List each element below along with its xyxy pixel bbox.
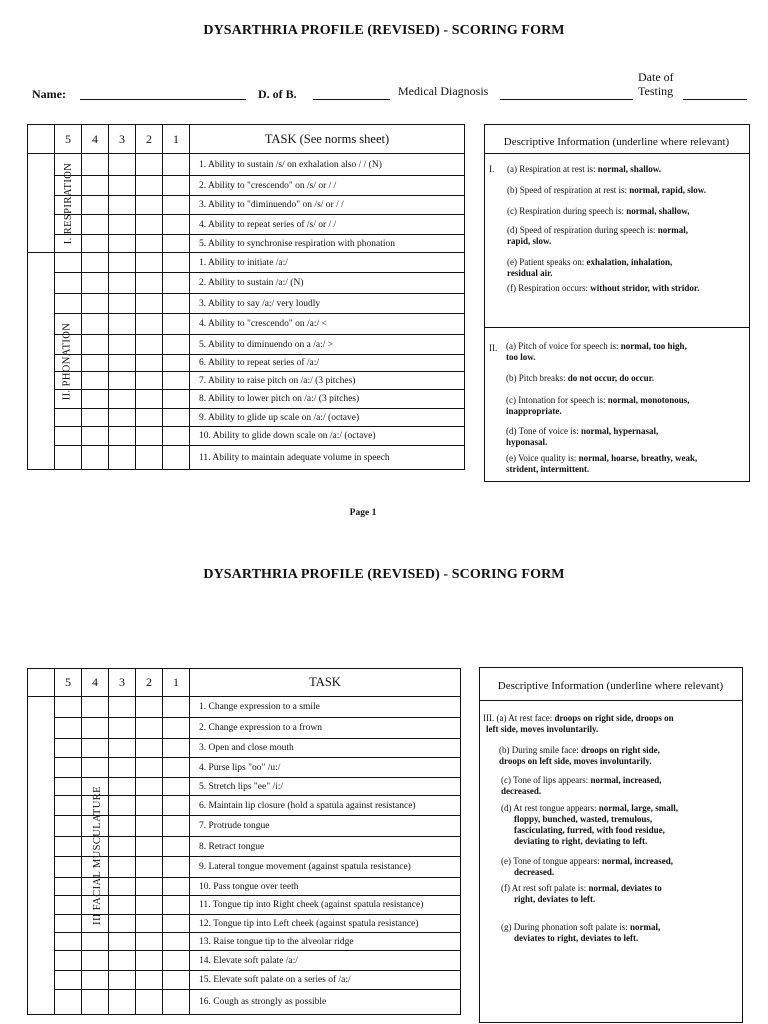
score-cell-4[interactable] (82, 718, 109, 739)
score-cell-1[interactable] (163, 896, 190, 915)
score-cell-2[interactable] (136, 971, 163, 990)
desc-II-e: (e) Voice quality is: normal, hoarse, breathy, weak, strident, intermittent. (506, 453, 698, 474)
score-cell-5[interactable] (55, 915, 82, 933)
score-cell-4[interactable] (82, 253, 109, 273)
score-header-3: 3 (109, 125, 136, 154)
task-text: 14. Elevate soft palate /a:/ (190, 951, 461, 971)
task-row (28, 446, 465, 470)
score-cell-5[interactable] (55, 697, 82, 718)
task-row (28, 971, 461, 990)
score-cell-3[interactable] (109, 697, 136, 718)
scoring-table-page2 (27, 668, 461, 1015)
task-row (28, 390, 465, 409)
score-cell-1[interactable] (163, 314, 190, 335)
score-cell-1[interactable] (163, 335, 190, 355)
score-cell-3[interactable] (109, 446, 136, 470)
task-row (28, 718, 461, 739)
score-cell-3[interactable] (109, 235, 136, 253)
score-cell-3[interactable] (109, 314, 136, 335)
score-cell-4[interactable] (82, 154, 109, 176)
score-cell-5[interactable] (55, 837, 82, 857)
score-cell-4[interactable] (82, 235, 109, 253)
score-cell-4[interactable] (82, 933, 109, 951)
date-field[interactable] (683, 98, 747, 100)
score-cell-3[interactable] (109, 196, 136, 215)
score-cell-3[interactable] (109, 372, 136, 390)
task-text: 5. Stretch lips "ee" /i:/ (190, 778, 461, 796)
task-row (28, 372, 465, 390)
score-cell-1[interactable] (163, 971, 190, 990)
desc-I-f: (f) Respiration occurs: without stridor, with stridor. (507, 283, 700, 293)
score-cell-5[interactable] (55, 253, 82, 273)
score-cell-2[interactable] (136, 697, 163, 718)
score-cell-3[interactable] (109, 971, 136, 990)
task-text: 6. Maintain lip closure (hold a spatula against resistance) (190, 796, 461, 816)
score-cell-2[interactable] (136, 758, 163, 778)
score-cell-5[interactable] (55, 816, 82, 837)
score-cell-5[interactable] (55, 796, 82, 816)
task-text: 16. Cough as strongly as possible (190, 990, 461, 1015)
score-cell-5[interactable] (55, 878, 82, 896)
score-cell-2[interactable] (136, 896, 163, 915)
task-text: 11. Tongue tip into Right cheek (against spatula resistance) (190, 896, 461, 915)
score-cell-2[interactable] (136, 778, 163, 796)
task-text: 15. Elevate soft palate on a series of /a:/ (190, 971, 461, 990)
score-header-4: 4 (82, 125, 109, 154)
score-cell-4[interactable] (82, 971, 109, 990)
score-cell-3[interactable] (109, 409, 136, 427)
score-cell-2[interactable] (136, 253, 163, 273)
form-title: DYSARTHRIA PROFILE (REVISED) - SCORING FORM (203, 23, 565, 38)
score-cell-2[interactable] (136, 427, 163, 446)
score-cell-3[interactable] (109, 951, 136, 971)
task-row (28, 409, 465, 427)
score-cell-4[interactable] (82, 739, 109, 758)
score-cell-2[interactable] (136, 816, 163, 837)
section-header-cell (28, 125, 55, 154)
task-text: 5. Ability to diminuendo on a /a:/ > (190, 335, 465, 355)
score-cell-1[interactable] (163, 215, 190, 235)
score-cell-1[interactable] (163, 933, 190, 951)
task-text: 6. Ability to repeat series of /a:/ (190, 355, 465, 372)
score-cell-1[interactable] (163, 796, 190, 816)
task-text: 8. Retract tongue (190, 837, 461, 857)
task-row (28, 196, 465, 215)
score-cell-1[interactable] (163, 253, 190, 273)
score-header-1: 1 (163, 125, 190, 154)
score-cell-1[interactable] (163, 273, 190, 294)
desc-III-f: (f) At rest soft palate is: normal, deviates to right, deviates to left. (501, 883, 662, 904)
task-row (28, 176, 465, 196)
score-cell-3[interactable] (109, 739, 136, 758)
task-row (28, 739, 461, 758)
score-cell-5[interactable] (55, 718, 82, 739)
section-label-cell (28, 253, 73, 470)
score-cell-1[interactable] (163, 390, 190, 409)
section-header-cell (28, 669, 55, 697)
task-text: 2. Ability to sustain /a:/ (N) (190, 273, 465, 294)
score-header-1: 1 (163, 669, 190, 697)
score-cell-1[interactable] (163, 235, 190, 253)
score-cell-2[interactable] (136, 314, 163, 335)
score-cell-3[interactable] (109, 896, 136, 915)
score-cell-1[interactable] (163, 294, 190, 314)
desc-III-d: (d) At rest tongue appears: normal, large, small, floppy, bunched, wasted, tremulous, fasciculating, furred, with food residue, deviating to right, deviating to left. (501, 803, 678, 846)
section-label: III FACIAL MUSCULATURE (91, 786, 103, 925)
score-cell-2[interactable] (136, 294, 163, 314)
score-cell-2[interactable] (136, 951, 163, 971)
score-cell-5[interactable] (55, 933, 82, 951)
desc-I-d: (d) Speed of respiration during speech is: normal, rapid, slow. (507, 225, 688, 246)
task-text: 7. Protrude tongue (190, 816, 461, 837)
header-row (28, 669, 461, 697)
task-text: 2. Change expression to a frown (190, 718, 461, 739)
score-cell-4[interactable] (82, 697, 109, 718)
desc-header-divider-page2 (479, 700, 742, 701)
score-cell-3[interactable] (109, 857, 136, 878)
score-cell-5[interactable] (55, 739, 82, 758)
score-cell-1[interactable] (163, 176, 190, 196)
task-row (28, 294, 465, 314)
score-cell-4[interactable] (82, 355, 109, 372)
diagnosis-label: Medical Diagnosis (398, 84, 489, 98)
desc-III-c: (c) Tone of lips appears: normal, increased, decreased. (501, 775, 662, 796)
desc-I-b: (b) Speed of respiration at rest is: normal, rapid, slow. (507, 185, 706, 195)
score-cell-2[interactable] (136, 915, 163, 933)
score-cell-5[interactable] (55, 971, 82, 990)
task-text: 4. Ability to "crescendo" on /a:/ < (190, 314, 465, 335)
score-cell-4[interactable] (82, 990, 109, 1015)
score-cell-4[interactable] (82, 176, 109, 196)
score-cell-1[interactable] (163, 697, 190, 718)
score-cell-3[interactable] (109, 837, 136, 857)
task-row (28, 253, 465, 273)
desc-I-e: (e) Patient speaks on: exhalation, inhalation, residual air. (507, 257, 673, 278)
score-cell-2[interactable] (136, 372, 163, 390)
score-cell-3[interactable] (109, 878, 136, 896)
desc-II-b: (b) Pitch breaks: do not occur, do occur. (506, 373, 655, 383)
score-cell-2[interactable] (136, 196, 163, 215)
task-text: 10. Ability to glide down scale on /a:/ (octave) (190, 427, 465, 446)
score-cell-4[interactable] (82, 758, 109, 778)
desc-II-d: (d) Tone of voice is: normal, hypernasal, hyponasal. (506, 426, 659, 447)
header-row (28, 125, 465, 154)
score-header-4: 4 (82, 669, 109, 697)
desc-III-a: III. (a) At rest face: droops on right side, droops on left side, moves involuntarily. (483, 713, 674, 734)
desc-III-g: (g) During phonation soft palate is: normal, deviates to right, deviates to left. (501, 922, 661, 943)
score-cell-5[interactable] (55, 409, 82, 427)
score-cell-1[interactable] (163, 446, 190, 470)
score-cell-2[interactable] (136, 215, 163, 235)
score-cell-2[interactable] (136, 878, 163, 896)
task-text: 1. Ability to initiate /a:/ (190, 253, 465, 273)
score-cell-2[interactable] (136, 273, 163, 294)
score-cell-3[interactable] (109, 390, 136, 409)
score-cell-4[interactable] (82, 294, 109, 314)
task-text: 13. Raise tongue tip to the alveolar ridge (190, 933, 461, 951)
desc-I-a: (a) Respiration at rest is: normal, shallow. (507, 164, 661, 174)
score-header-5: 5 (55, 669, 82, 697)
score-cell-4[interactable] (82, 335, 109, 355)
score-cell-3[interactable] (109, 176, 136, 196)
task-text: 1. Ability to sustain /s/ on exhalation also / / (N) (190, 154, 465, 176)
score-header-3: 3 (109, 669, 136, 697)
score-cell-1[interactable] (163, 951, 190, 971)
score-cell-1[interactable] (163, 990, 190, 1015)
score-cell-2[interactable] (136, 837, 163, 857)
task-row (28, 314, 465, 335)
desc-III-b: (b) During smile face: droops on right side, droops on left side, moves involuntarily. (499, 745, 660, 766)
score-cell-1[interactable] (163, 915, 190, 933)
dob-label: D. of B. (258, 87, 297, 101)
task-header: TASK (See norms sheet) (190, 125, 465, 154)
score-cell-5[interactable] (55, 427, 82, 446)
score-cell-3[interactable] (109, 915, 136, 933)
desc-III-e: (e) Tone of tongue appears: normal, increased, decreased. (501, 856, 673, 877)
score-cell-3[interactable] (109, 990, 136, 1015)
score-cell-4[interactable] (82, 273, 109, 294)
score-cell-3[interactable] (109, 273, 136, 294)
task-text: 4. Purse lips "oo" /u:/ (190, 758, 461, 778)
score-cell-3[interactable] (109, 718, 136, 739)
score-cell-4[interactable] (82, 390, 109, 409)
task-text: 3. Open and close mouth (190, 739, 461, 758)
score-cell-3[interactable] (109, 796, 136, 816)
score-cell-4[interactable] (82, 446, 109, 470)
section-label-cell (28, 697, 103, 1015)
score-cell-5[interactable] (55, 273, 82, 294)
score-cell-3[interactable] (109, 427, 136, 446)
date-label-2: Testing (638, 84, 674, 98)
task-row (28, 235, 465, 253)
name-label: Name: (32, 87, 66, 101)
date-label-1: Date of (638, 70, 674, 84)
task-text: 8. Ability to lower pitch on /a:/ (3 pitches) (190, 390, 465, 409)
score-cell-2[interactable] (136, 235, 163, 253)
task-row (28, 758, 461, 778)
task-text: 2. Ability to "crescendo" on /s/ or / / (190, 176, 465, 196)
score-cell-1[interactable] (163, 409, 190, 427)
desc-I-c: (c) Respiration during speech is: normal, shallow, (507, 206, 690, 216)
score-header-5: 5 (55, 125, 82, 154)
score-cell-2[interactable] (136, 718, 163, 739)
score-cell-1[interactable] (163, 758, 190, 778)
score-cell-2[interactable] (136, 176, 163, 196)
score-cell-5[interactable] (55, 446, 82, 470)
score-cell-1[interactable] (163, 857, 190, 878)
task-row (28, 951, 461, 971)
score-cell-3[interactable] (109, 355, 136, 372)
score-cell-2[interactable] (136, 796, 163, 816)
desc-section-divider (484, 327, 749, 328)
score-cell-4[interactable] (82, 314, 109, 335)
score-cell-5[interactable] (55, 896, 82, 915)
score-cell-3[interactable] (109, 335, 136, 355)
score-header-2: 2 (136, 669, 163, 697)
task-text: 9. Ability to glide up scale on /a:/ (octave) (190, 409, 465, 427)
dob-field[interactable] (313, 98, 390, 100)
score-cell-5[interactable] (55, 294, 82, 314)
task-row (28, 335, 465, 355)
score-cell-4[interactable] (82, 372, 109, 390)
score-cell-1[interactable] (163, 718, 190, 739)
score-cell-1[interactable] (163, 196, 190, 215)
score-cell-1[interactable] (163, 878, 190, 896)
task-text: 10. Pass tongue over teeth (190, 878, 461, 896)
score-cell-3[interactable] (109, 154, 136, 176)
score-cell-1[interactable] (163, 816, 190, 837)
score-cell-5[interactable] (55, 990, 82, 1015)
task-text: 11. Ability to maintain adequate volume in speech (190, 446, 465, 470)
section-label: II. PHONATION (61, 322, 73, 400)
score-cell-4[interactable] (82, 215, 109, 235)
task-header: TASK (190, 669, 461, 697)
task-row (28, 215, 465, 235)
score-cell-1[interactable] (163, 355, 190, 372)
score-cell-1[interactable] (163, 154, 190, 176)
page-number: Page 1 (349, 508, 377, 518)
section-label-cell (28, 154, 75, 253)
desc-numeral-I: I. (489, 164, 495, 174)
form-title-page2: DYSARTHRIA PROFILE (REVISED) - SCORING FORM (203, 567, 565, 582)
score-cell-2[interactable] (136, 154, 163, 176)
desc-header-divider (484, 153, 749, 154)
name-field[interactable] (80, 98, 246, 100)
score-cell-5[interactable] (55, 857, 82, 878)
score-cell-3[interactable] (109, 816, 136, 837)
task-row (28, 697, 461, 718)
score-cell-2[interactable] (136, 355, 163, 372)
section-label: I. RESPIRATION (63, 162, 75, 244)
score-cell-4[interactable] (82, 409, 109, 427)
task-text: 12. Tongue tip into Left cheek (against spatula resistance) (190, 915, 461, 933)
score-cell-4[interactable] (82, 427, 109, 446)
score-cell-4[interactable] (82, 951, 109, 971)
task-text: 5. Ability to synchronise respiration with phonation (190, 235, 465, 253)
score-cell-3[interactable] (109, 933, 136, 951)
score-header-2: 2 (136, 125, 163, 154)
score-cell-3[interactable] (109, 215, 136, 235)
task-text: 7. Ability to raise pitch on /a:/ (3 pitches) (190, 372, 465, 390)
score-cell-2[interactable] (136, 446, 163, 470)
task-row (28, 355, 465, 372)
score-cell-4[interactable] (82, 196, 109, 215)
score-cell-2[interactable] (136, 409, 163, 427)
task-row (28, 990, 461, 1015)
score-cell-1[interactable] (163, 427, 190, 446)
desc-numeral-II: II. (489, 343, 498, 353)
task-row (28, 933, 461, 951)
score-cell-1[interactable] (163, 372, 190, 390)
scoring-table-page1 (27, 124, 465, 470)
desc-II-c: (c) Intonation for speech is: normal, monotonous, inappropriate. (506, 395, 690, 416)
task-text: 1. Change expression to a smile (190, 697, 461, 718)
score-cell-1[interactable] (163, 837, 190, 857)
score-cell-2[interactable] (136, 857, 163, 878)
score-cell-3[interactable] (109, 758, 136, 778)
score-cell-2[interactable] (136, 739, 163, 758)
score-cell-5[interactable] (55, 778, 82, 796)
task-text: 3. Ability to say /a:/ very loudly (190, 294, 465, 314)
score-cell-2[interactable] (136, 335, 163, 355)
task-row (28, 427, 465, 446)
score-cell-1[interactable] (163, 778, 190, 796)
desc-header-page2: Descriptive Information (underline where relevant) (497, 680, 724, 692)
task-text: 3. Ability to "diminuendo" on /s/ or / / (190, 196, 465, 215)
score-cell-3[interactable] (109, 294, 136, 314)
desc-header: Descriptive Information (underline where relevant) (503, 136, 730, 148)
task-row (28, 273, 465, 294)
score-cell-5[interactable] (55, 951, 82, 971)
score-cell-2[interactable] (136, 990, 163, 1015)
desc-II-a: (a) Pitch of voice for speech is: normal, too high, too low. (506, 341, 687, 362)
task-text: 4. Ability to repeat series of /s/ or / / (190, 215, 465, 235)
score-cell-1[interactable] (163, 739, 190, 758)
score-cell-2[interactable] (136, 933, 163, 951)
score-cell-5[interactable] (55, 758, 82, 778)
score-cell-3[interactable] (109, 253, 136, 273)
score-cell-3[interactable] (109, 778, 136, 796)
task-row (28, 154, 465, 176)
diagnosis-field[interactable] (500, 98, 633, 100)
score-cell-2[interactable] (136, 390, 163, 409)
task-text: 9. Lateral tongue movement (against spatula resistance) (190, 857, 461, 878)
